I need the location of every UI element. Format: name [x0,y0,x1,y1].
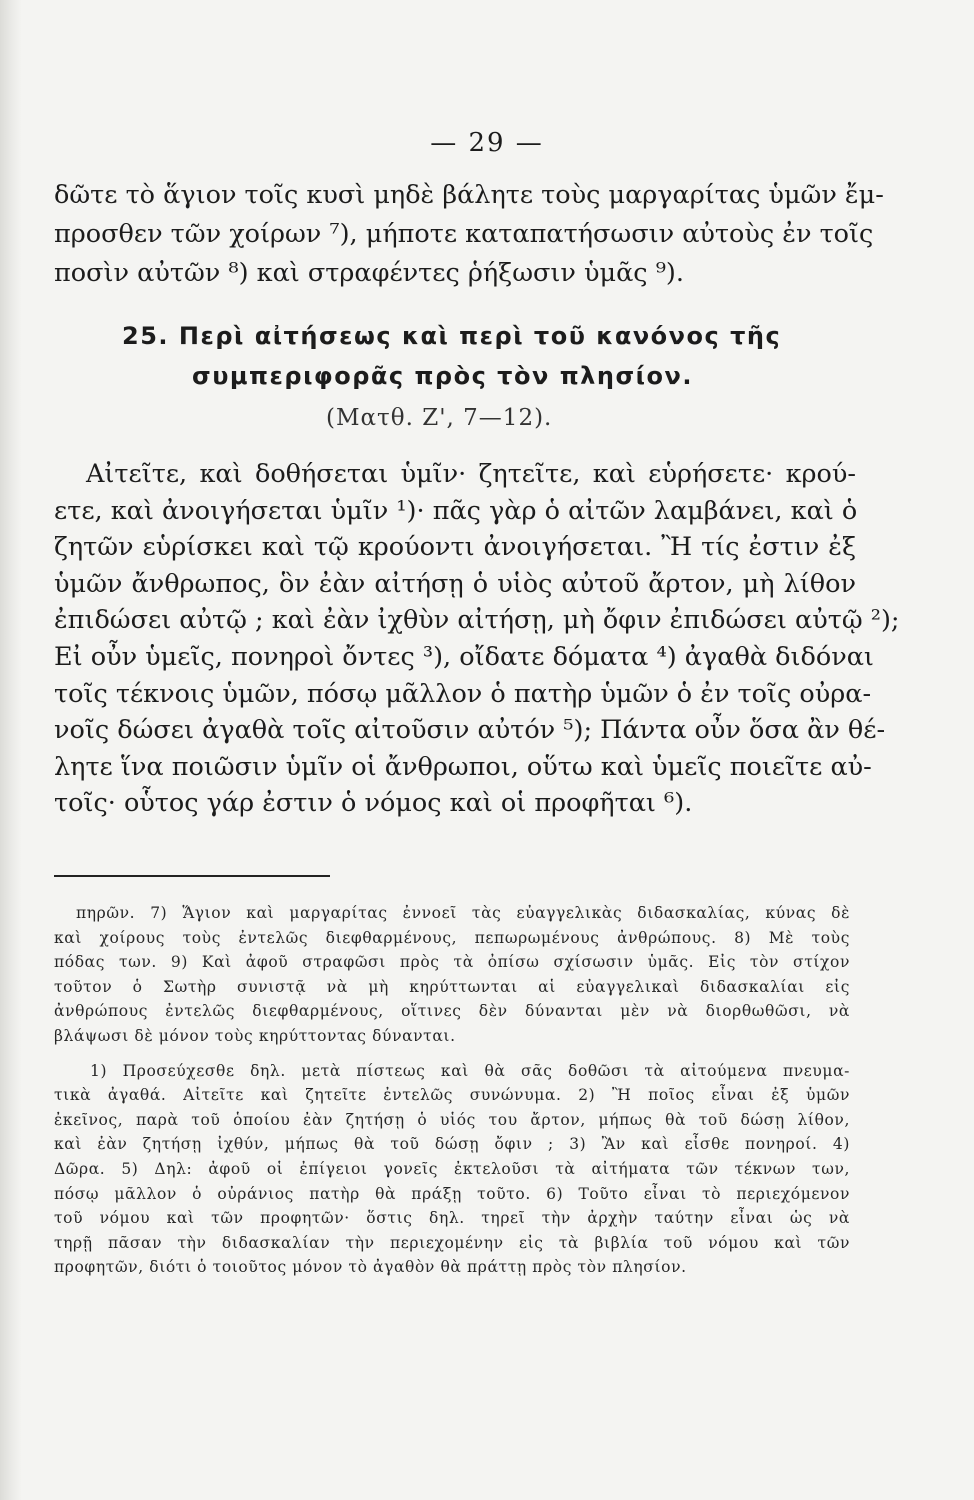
footnote-line: τηρῇ πᾶσαν τὴν διδασκαλίαν τὴν περιεχομένην εἰς τὰ βιβλία τοῦ νόμου καὶ τῶν [54,1233,850,1252]
footnote-line: 1) Προσεύχεσθε δηλ. μετὰ πίστεως καὶ θὰ σᾶς δοθῶσι τὰ αἰτούμενα πνευμα- [90,1061,850,1080]
footnote-line: τικὰ ἀγαθά. Αἰτεῖτε καὶ ζητεῖτε ἐντελῶς συνώνυμα. 2) Ἢ ποῖος εἶναι ἐξ ὑμῶν [54,1086,850,1105]
footnote-gap [54,1049,850,1059]
text-line: προσθεν τῶν χοίρων ⁷), μήποτε καταπατήσωσιν αὐτοὺς ἐν τοῖς [54,219,874,249]
footnote-line: πηρῶν. 7) Ἅγιον καὶ μαργαρίτας ἐννοεῖ τὰς εὐαγγελικὰς διδασκαλίας, κύνας δὲ [76,904,850,922]
text-line: ετε, καὶ ἀνοιγήσεται ὑμῖν ¹)· πᾶς γὰρ ὁ αἰτῶν λαμβάνει, καὶ ὁ [54,495,858,526]
body-paragraph [54,456,900,822]
footnote-line: ἐκεῖνος, παρὰ τοῦ ὁποίου ἐὰν ζητήσῃ ὁ υἱός του ἄρτον, μήπως θὰ τοῦ δώσῃ λίθον, [54,1110,850,1129]
footnote-line: πόδας των. 9) Καὶ ἀφοῦ στραφῶσι πρὸς τὰ ὀπίσω σχίσωσιν ὑμᾶς. Εἰς τὸν στίχον [54,953,850,972]
page-number: — 29 — [430,128,544,158]
footnote-line: πόσῳ μᾶλλον ὁ οὐράνιος πατὴρ θὰ πράξῃ τοῦτο. 6) Τοῦτο εἶναι τὸ περιεχόμενον [54,1184,850,1203]
page-edge [0,0,22,1500]
text-line: νοῖς δώσει ἀγαθὰ τοῖς αἰτοῦσιν αὐτόν ⁵); Πάντα οὖν ὅσα ἂν θέ- [54,715,886,746]
text-line: λητε ἵνα ποιῶσιν ὑμῖν οἱ ἄνθρωποι, οὕτω καὶ ὑμεῖς ποιεῖτε αὐ- [54,751,872,782]
section-heading-line: 25. Περὶ αἰτήσεως καὶ περὶ τοῦ κανόνος τῆς [122,322,782,350]
footnote-line: Δῶρα. 5) Δηλ: ἀφοῦ οἱ ἐπίγειοι γονεῖς ἐκτελοῦσι τὰ αἰτήματα τῶν τέκνων των, [54,1159,850,1178]
text-line: δῶτε τὸ ἅγιον τοῖς κυσὶ μηδὲ βάλητε τοὺς μαργαρίτας ὑμῶν ἔμ- [54,180,884,210]
text-line: τοῖς· οὗτος γάρ ἐστιν ὁ νόμος καὶ οἱ προφῆται ⁶). [54,788,693,819]
intro-paragraph [54,176,884,293]
text-line: ἐπιδώσει αὐτῷ ; καὶ ἐὰν ἰχθὺν αἰτήσῃ, μὴ ὄφιν ἐπιδώσει αὐτῷ ²); [54,605,900,636]
scripture-reference: (Ματθ. Ζ', 7—12). [326,405,553,431]
footnotes [54,901,850,1280]
text-line: Αἰτεῖτε, καὶ δοθήσεται ὑμῖν· ζητεῖτε, καὶ εὑρήσετε· κρού- [86,459,856,489]
text-line: ζητῶν εὑρίσκει καὶ τῷ κρούοντι ἀνοιγήσεται. Ἢ τίς ἐστιν ἐξ [54,532,856,563]
text-line: ὑμῶν ἄνθρωπος, ὃν ἐὰν αἰτήσῃ ὁ υἱὸς αὐτοῦ ἄρτον, μὴ λίθον [54,568,856,599]
footnote-divider [54,875,330,877]
footnote-line: καὶ χοίρους τοὺς ἐντελῶς διεφθαρμένους, πεπωρωμένους ἀνθρώπους. 8) Μὲ τοὺς [54,928,850,947]
footnote-line: βλάψωσι δὲ μόνον τοὺς κηρύττοντας δύνανται. [54,1026,456,1045]
text-line: Εἰ οὖν ὑμεῖς, πονηροὶ ὄντες ³), οἴδατε δόματα ⁴) ἀγαθὰ διδόναι [54,641,874,672]
section-heading-line: συμπεριφορᾶς πρὸς τὸν πλησίον. [192,362,693,390]
text-line: τοῖς τέκνοις ὑμῶν, πόσῳ μᾶλλον ὁ πατὴρ ὑμῶν ὁ ἐν τοῖς οὐρα- [54,678,872,709]
text-line: ποσὶν αὐτῶν ⁸) καὶ στραφέντες ῥήξωσιν ὑμᾶς ⁹). [54,258,684,288]
section-heading [122,316,882,396]
footnote-line: καὶ ἐὰν ζητήσῃ ἰχθύν, μήπως θὰ τοῦ δώσῃ ὄφιν ; 3) Ἂν καὶ εἶσθε πονηροί. 4) [54,1135,850,1154]
footnote-line: τοῦτον ὁ Σωτὴρ συνιστᾷ νὰ μὴ κηρύττωνται αἱ εὐαγγελικαὶ διδασκαλίαι εἰς [54,977,850,996]
footnote-line: προφητῶν, διότι ὁ τοιοῦτος μόνον τὸ ἀγαθὸν θὰ πράττῃ πρὸς τὸν πλησίον. [54,1258,687,1277]
footnote-line: ἀνθρώπους ἐντελῶς διεφθαρμένους, οἵτινες δὲν δύνανται μὲν νὰ διορθωθῶσι, νὰ [54,1002,850,1021]
footnote-line: τοῦ νόμου καὶ τῶν προφητῶν· ὅστις δηλ. τηρεῖ τὴν ἀρχὴν ταύτην εἶναι ὡς νὰ [54,1209,850,1228]
